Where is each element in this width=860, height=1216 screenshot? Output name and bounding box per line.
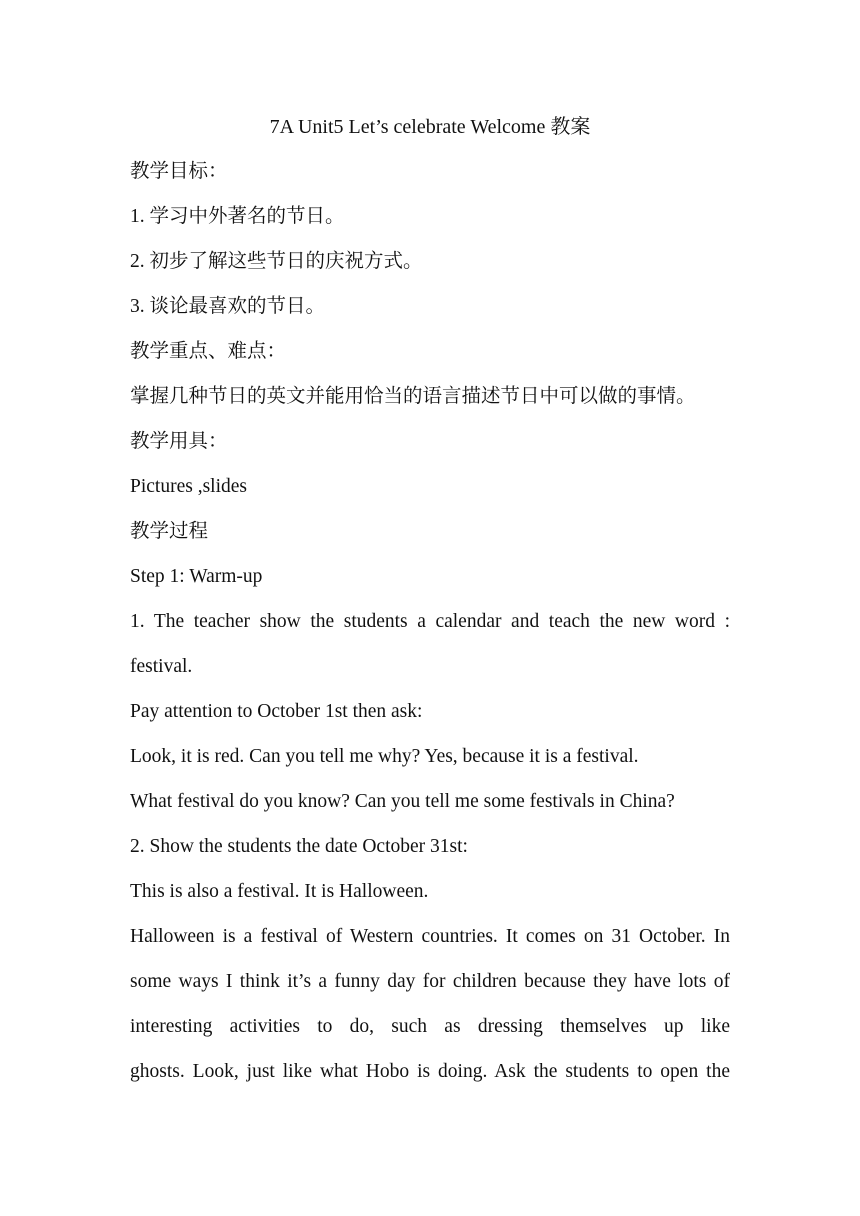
objective-item: 3. 谈论最喜欢的节日。 (130, 296, 326, 317)
section-heading-objectives: 教学目标： (130, 161, 228, 182)
paragraph-line: 1. The teacher show the students a calendar and teach the new word : (130, 611, 730, 632)
paragraph-line: This is also a festival. It is Halloween. (130, 881, 429, 902)
section-heading-materials: 教学用具： (130, 431, 228, 452)
step-heading: Step 1: Warm-up (130, 566, 263, 587)
key-points-text: 掌握几种节日的英文并能用恰当的语言描述节日中可以做的事情。 (130, 386, 696, 407)
paragraph-line: festival. (130, 656, 193, 677)
materials-text: Pictures ,slides (130, 476, 247, 497)
section-heading-process: 教学过程 (130, 521, 209, 542)
paragraph-line: 2. Show the students the date October 31st: (130, 836, 468, 857)
paragraph-line: ghosts. Look, just like what Hobo is doing. Ask the students to open the (130, 1061, 730, 1082)
paragraph-line: some ways I think it’s a funny day for children because they have lots of (130, 971, 730, 992)
paragraph-line: Halloween is a festival of Western countries. It comes on 31 October. In (130, 926, 730, 947)
paragraph-line: Look, it is red. Can you tell me why? Yes, because it is a festival. (130, 746, 639, 767)
paragraph-line: interesting activities to do, such as dressing themselves up like (130, 1016, 730, 1037)
paragraph-line: What festival do you know? Can you tell me some festivals in China? (130, 791, 675, 812)
objective-item: 1. 学习中外著名的节日。 (130, 206, 345, 227)
objective-item: 2. 初步了解这些节日的庆祝方式。 (130, 251, 423, 272)
document-title: 7A Unit5 Let’s celebrate Welcome 教案 (269, 116, 591, 138)
paragraph-line: Pay attention to October 1st then ask: (130, 701, 423, 722)
section-heading-key-points: 教学重点、难点： (130, 341, 287, 362)
